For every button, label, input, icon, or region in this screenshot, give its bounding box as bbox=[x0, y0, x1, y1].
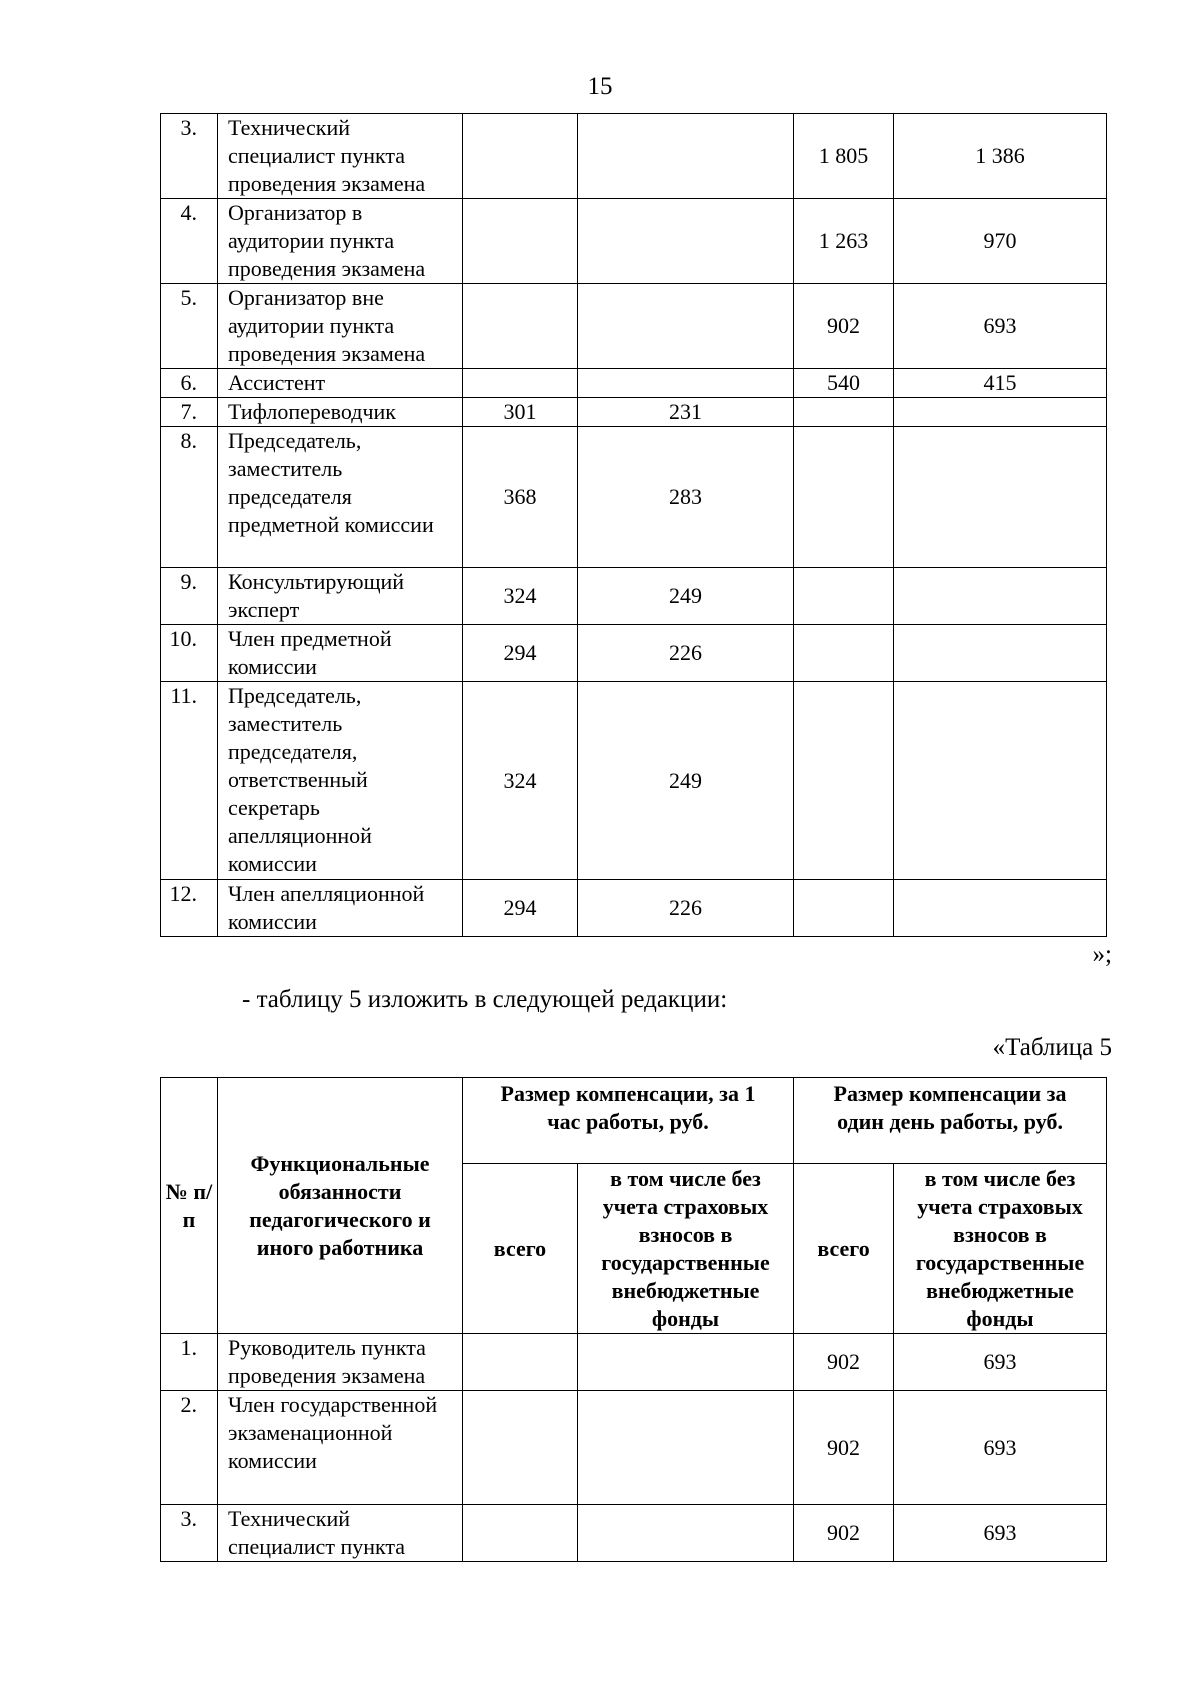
table-row bbox=[161, 682, 1107, 880]
table-row bbox=[161, 427, 1107, 568]
hour-total bbox=[463, 1505, 578, 1562]
hour-net bbox=[578, 369, 794, 398]
table-row bbox=[161, 398, 1107, 427]
day-net bbox=[894, 398, 1107, 427]
table-row bbox=[161, 199, 1107, 284]
table-row bbox=[161, 1391, 1107, 1505]
day-net bbox=[894, 880, 1107, 937]
hour-total bbox=[463, 369, 578, 398]
day-net bbox=[894, 568, 1107, 625]
header-hour-total: всего bbox=[463, 1164, 578, 1334]
day-total: 902 bbox=[794, 1505, 894, 1562]
header-day-total: всего bbox=[794, 1164, 894, 1334]
hour-total bbox=[463, 1391, 578, 1505]
table-row bbox=[161, 284, 1107, 369]
hour-total: 368 bbox=[463, 427, 578, 568]
day-total: 1 805 bbox=[794, 114, 894, 199]
day-total: 540 bbox=[794, 369, 894, 398]
day-net bbox=[894, 625, 1107, 682]
closing-quote: »; bbox=[1092, 941, 1112, 968]
hour-total: 301 bbox=[463, 398, 578, 427]
day-net bbox=[894, 682, 1107, 880]
hour-net: 283 bbox=[578, 427, 794, 568]
header-number: № п/п bbox=[161, 1078, 218, 1334]
hour-total bbox=[463, 1334, 578, 1391]
day-total: 1 263 bbox=[794, 199, 894, 284]
table-row bbox=[161, 369, 1107, 398]
hour-total bbox=[463, 199, 578, 284]
day-net: 693 bbox=[894, 1334, 1107, 1391]
hour-total: 324 bbox=[463, 568, 578, 625]
row-number: 2. bbox=[161, 1391, 218, 1505]
hour-net bbox=[578, 199, 794, 284]
row-number: 11. bbox=[161, 682, 218, 880]
day-total bbox=[794, 427, 894, 568]
day-total bbox=[794, 398, 894, 427]
hour-total: 324 bbox=[463, 682, 578, 880]
row-number: 12. bbox=[161, 880, 218, 937]
table-row bbox=[161, 880, 1107, 937]
hour-net bbox=[578, 114, 794, 199]
day-total: 902 bbox=[794, 1334, 894, 1391]
duty-name: Консультирующий эксперт bbox=[218, 568, 463, 625]
row-number: 5. bbox=[161, 284, 218, 369]
day-net: 970 bbox=[894, 199, 1107, 284]
duty-name: Ассистент bbox=[218, 369, 463, 398]
hour-net: 249 bbox=[578, 568, 794, 625]
header-hour-net: в том числе без учета страховых взносов в государственные внебюджетные фонды bbox=[578, 1164, 794, 1334]
hour-net: 249 bbox=[578, 682, 794, 880]
hour-total: 294 bbox=[463, 625, 578, 682]
duty-name: Председатель, заместитель председателя предметной комиссии bbox=[218, 427, 463, 568]
duty-name: Организатор вне аудитории пункта проведения экзамена bbox=[218, 284, 463, 369]
hour-total bbox=[463, 114, 578, 199]
day-total bbox=[794, 880, 894, 937]
row-number: 3. bbox=[161, 114, 218, 199]
table-row bbox=[161, 114, 1107, 199]
header-hour-group: Размер компенсации, за 1 час работы, руб. bbox=[463, 1078, 794, 1164]
hour-net bbox=[578, 1334, 794, 1391]
day-net: 693 bbox=[894, 284, 1107, 369]
table-row bbox=[161, 1505, 1107, 1562]
row-number: 1. bbox=[161, 1334, 218, 1391]
hour-net: 226 bbox=[578, 625, 794, 682]
row-number: 6. bbox=[161, 369, 218, 398]
hour-net bbox=[578, 284, 794, 369]
day-total bbox=[794, 682, 894, 880]
amendment-paragraph: - таблицу 5 изложить в следующей редакции: bbox=[242, 986, 728, 1013]
day-net: 1 386 bbox=[894, 114, 1107, 199]
row-number: 10. bbox=[161, 625, 218, 682]
day-total bbox=[794, 568, 894, 625]
duty-name: Председатель, заместитель председателя, ответственный секретарь апелляционной комиссии bbox=[218, 682, 463, 880]
duty-name: Технический специалист пункта bbox=[218, 1505, 463, 1562]
page-number: 15 bbox=[587, 73, 613, 100]
hour-net bbox=[578, 1391, 794, 1505]
duty-name: Член предметной комиссии bbox=[218, 625, 463, 682]
duty-name: Технический специалист пункта проведения экзамена bbox=[218, 114, 463, 199]
duty-name: Тифлопереводчик bbox=[218, 398, 463, 427]
row-number: 4. bbox=[161, 199, 218, 284]
duty-name: Организатор в аудитории пункта проведения экзамена bbox=[218, 199, 463, 284]
day-net bbox=[894, 427, 1107, 568]
day-net: 693 bbox=[894, 1391, 1107, 1505]
header-duties: Функциональные обязанности педагогического и иного работника bbox=[218, 1078, 463, 1334]
duty-name: Член апелляционной комиссии bbox=[218, 880, 463, 937]
row-number: 8. bbox=[161, 427, 218, 568]
duty-name: Член государственной экзаменационной комиссии bbox=[218, 1391, 463, 1505]
day-total: 902 bbox=[794, 1391, 894, 1505]
header-day-net: в том числе без учета страховых взносов в государственные внебюджетные фонды bbox=[894, 1164, 1107, 1334]
hour-net bbox=[578, 1505, 794, 1562]
hour-total: 294 bbox=[463, 880, 578, 937]
hour-net: 231 bbox=[578, 398, 794, 427]
table-caption: «Таблица 5 bbox=[992, 1034, 1112, 1061]
hour-net: 226 bbox=[578, 880, 794, 937]
day-total: 902 bbox=[794, 284, 894, 369]
row-number: 9. bbox=[161, 568, 218, 625]
row-number: 7. bbox=[161, 398, 218, 427]
table-row bbox=[161, 568, 1107, 625]
header-day-group: Размер компенсации за один день работы, руб. bbox=[794, 1078, 1107, 1164]
table-row bbox=[161, 1334, 1107, 1391]
day-net: 693 bbox=[894, 1505, 1107, 1562]
hour-total bbox=[463, 284, 578, 369]
compensation-table-5 bbox=[160, 1077, 1107, 1562]
compensation-table-continued bbox=[160, 113, 1107, 937]
day-net: 415 bbox=[894, 369, 1107, 398]
duty-name: Руководитель пункта проведения экзамена bbox=[218, 1334, 463, 1391]
row-number: 3. bbox=[161, 1505, 218, 1562]
day-total bbox=[794, 625, 894, 682]
table-row bbox=[161, 625, 1107, 682]
